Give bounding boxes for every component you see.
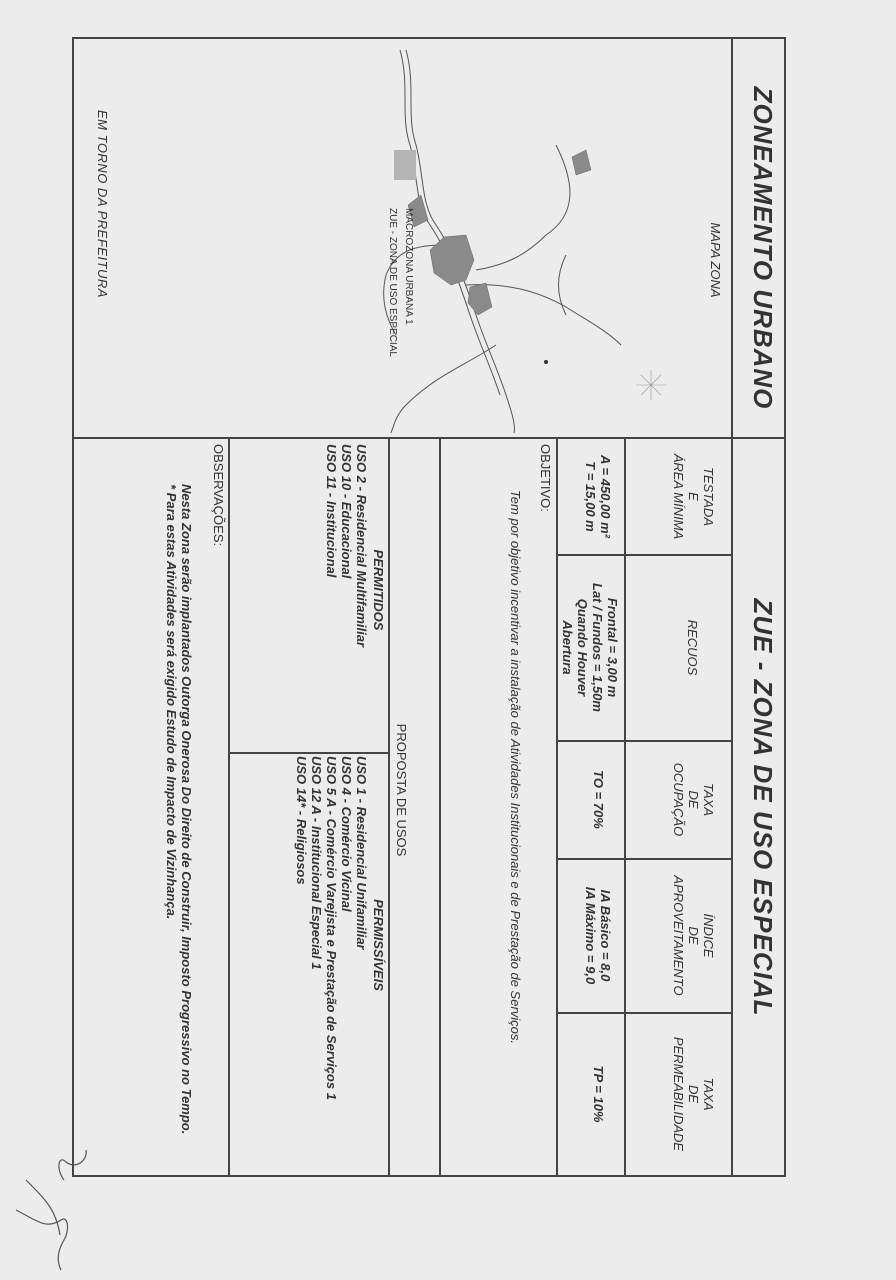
observation-line-2: * Para estas Atividades será exigido Estudo de Impacto de Vizinhança. — [164, 484, 179, 920]
param-taxa-ocupacao-header: TAXA DE OCUPAÇÃO — [671, 762, 716, 837]
param-indice-value: IA Básico = 8,0 IA Máximo = 9,0 — [583, 886, 613, 985]
frame-left — [72, 37, 786, 39]
map-urban-area-4 — [572, 150, 591, 175]
permissible-item: USO 14* - Religiosos — [294, 756, 309, 885]
zone-map — [376, 45, 706, 435]
map-compass — [636, 370, 666, 400]
map-road-north — [466, 285, 621, 345]
table-row-line-2 — [556, 437, 558, 1177]
frame-right — [72, 1175, 786, 1177]
frame-bottom — [72, 37, 74, 1177]
table-row-line-3 — [439, 437, 441, 1177]
permitted-item: USO 2 - Residencial Multifamiliar — [354, 444, 369, 647]
param-indice-header: ÍNDICE DE APROVEITAMENTO — [671, 875, 716, 996]
permissible-item: USO 12 A - Institucional Especial 1 — [309, 756, 324, 970]
param-testada-value: A = 450,00 m² T = 15,00 m — [583, 455, 613, 538]
param-permeabilidade-value: TP = 10% — [591, 1065, 606, 1123]
legend — [382, 190, 414, 410]
permitted-item: USO 10 - Educacional — [339, 444, 354, 579]
objective-label: OBJETIVO: — [538, 444, 553, 512]
legend-swatch — [394, 150, 416, 180]
permitted-item: USO 11 - Institucional — [324, 444, 339, 578]
map-urban-area-1 — [430, 235, 474, 285]
table-row-line-1 — [624, 437, 626, 1177]
legend-zue-label: ZUE - ZONA DE USO ESPECIAL — [387, 208, 398, 357]
signature — [0, 1140, 176, 1280]
permissible-item: USO 5 A - Comércio Varejista e Prestação de Serviços 1 — [324, 756, 339, 1100]
title-separator — [731, 37, 733, 1177]
param-recuos-value: Frontal = 3,00 m Lat / Fundos = 1,50m Quando Houver Abertura — [560, 583, 620, 712]
param-recuos-header: RECUOS — [685, 619, 700, 676]
table-row-line-4 — [388, 437, 390, 1177]
param-testada-header: TESTADA E ÁREA MÍNIMA — [671, 453, 716, 540]
map-urban-area-2 — [468, 283, 492, 315]
location-label: EM TORNO DA PREFEITURA — [95, 110, 110, 298]
frame-top — [784, 37, 786, 1177]
uses-title: PROPOSTA DE USOS — [394, 723, 409, 857]
uses-split-line — [230, 752, 390, 754]
param-permeabilidade-header: TAXA DE PERMEABILIDADE — [671, 1036, 716, 1152]
legend-item-zue — [382, 190, 398, 410]
legend-item-macrozona: MACROZONA URBANA 1 — [403, 208, 414, 325]
left-title: ZONEAMENTO URBANO — [748, 86, 778, 410]
objective-text: Tem por objetivo incentivar a instalação de Atividades Institucionais e de Prestação de Serviços. — [508, 490, 523, 1045]
observations-label: OBSERVAÇÕES: — [211, 444, 226, 547]
permitted-list — [324, 444, 369, 744]
observation-line-1: Nesta Zona serão implantados Outorga Onerosa Do Direito de Construir, Imposto Progressivo no Tempo. — [179, 484, 194, 1135]
frame-split — [72, 437, 786, 439]
map-label: MAPA ZONA — [708, 222, 723, 298]
permissible-list — [294, 756, 369, 1171]
map-marker — [544, 360, 548, 364]
permitted-label: PERMITIDOS — [371, 549, 386, 631]
param-taxa-ocupacao-value: TO = 70% — [591, 770, 606, 829]
permissible-label: PERMISSÍVEIS — [371, 899, 386, 991]
table-row-line-5 — [228, 437, 230, 1177]
permissible-item: USO 1 - Residencial Unifamiliar — [354, 756, 369, 950]
zone-title: ZUE - ZONA DE USO ESPECIAL — [748, 598, 778, 1017]
permissible-item: USO 4 - Comércio Vicinal — [339, 756, 354, 912]
